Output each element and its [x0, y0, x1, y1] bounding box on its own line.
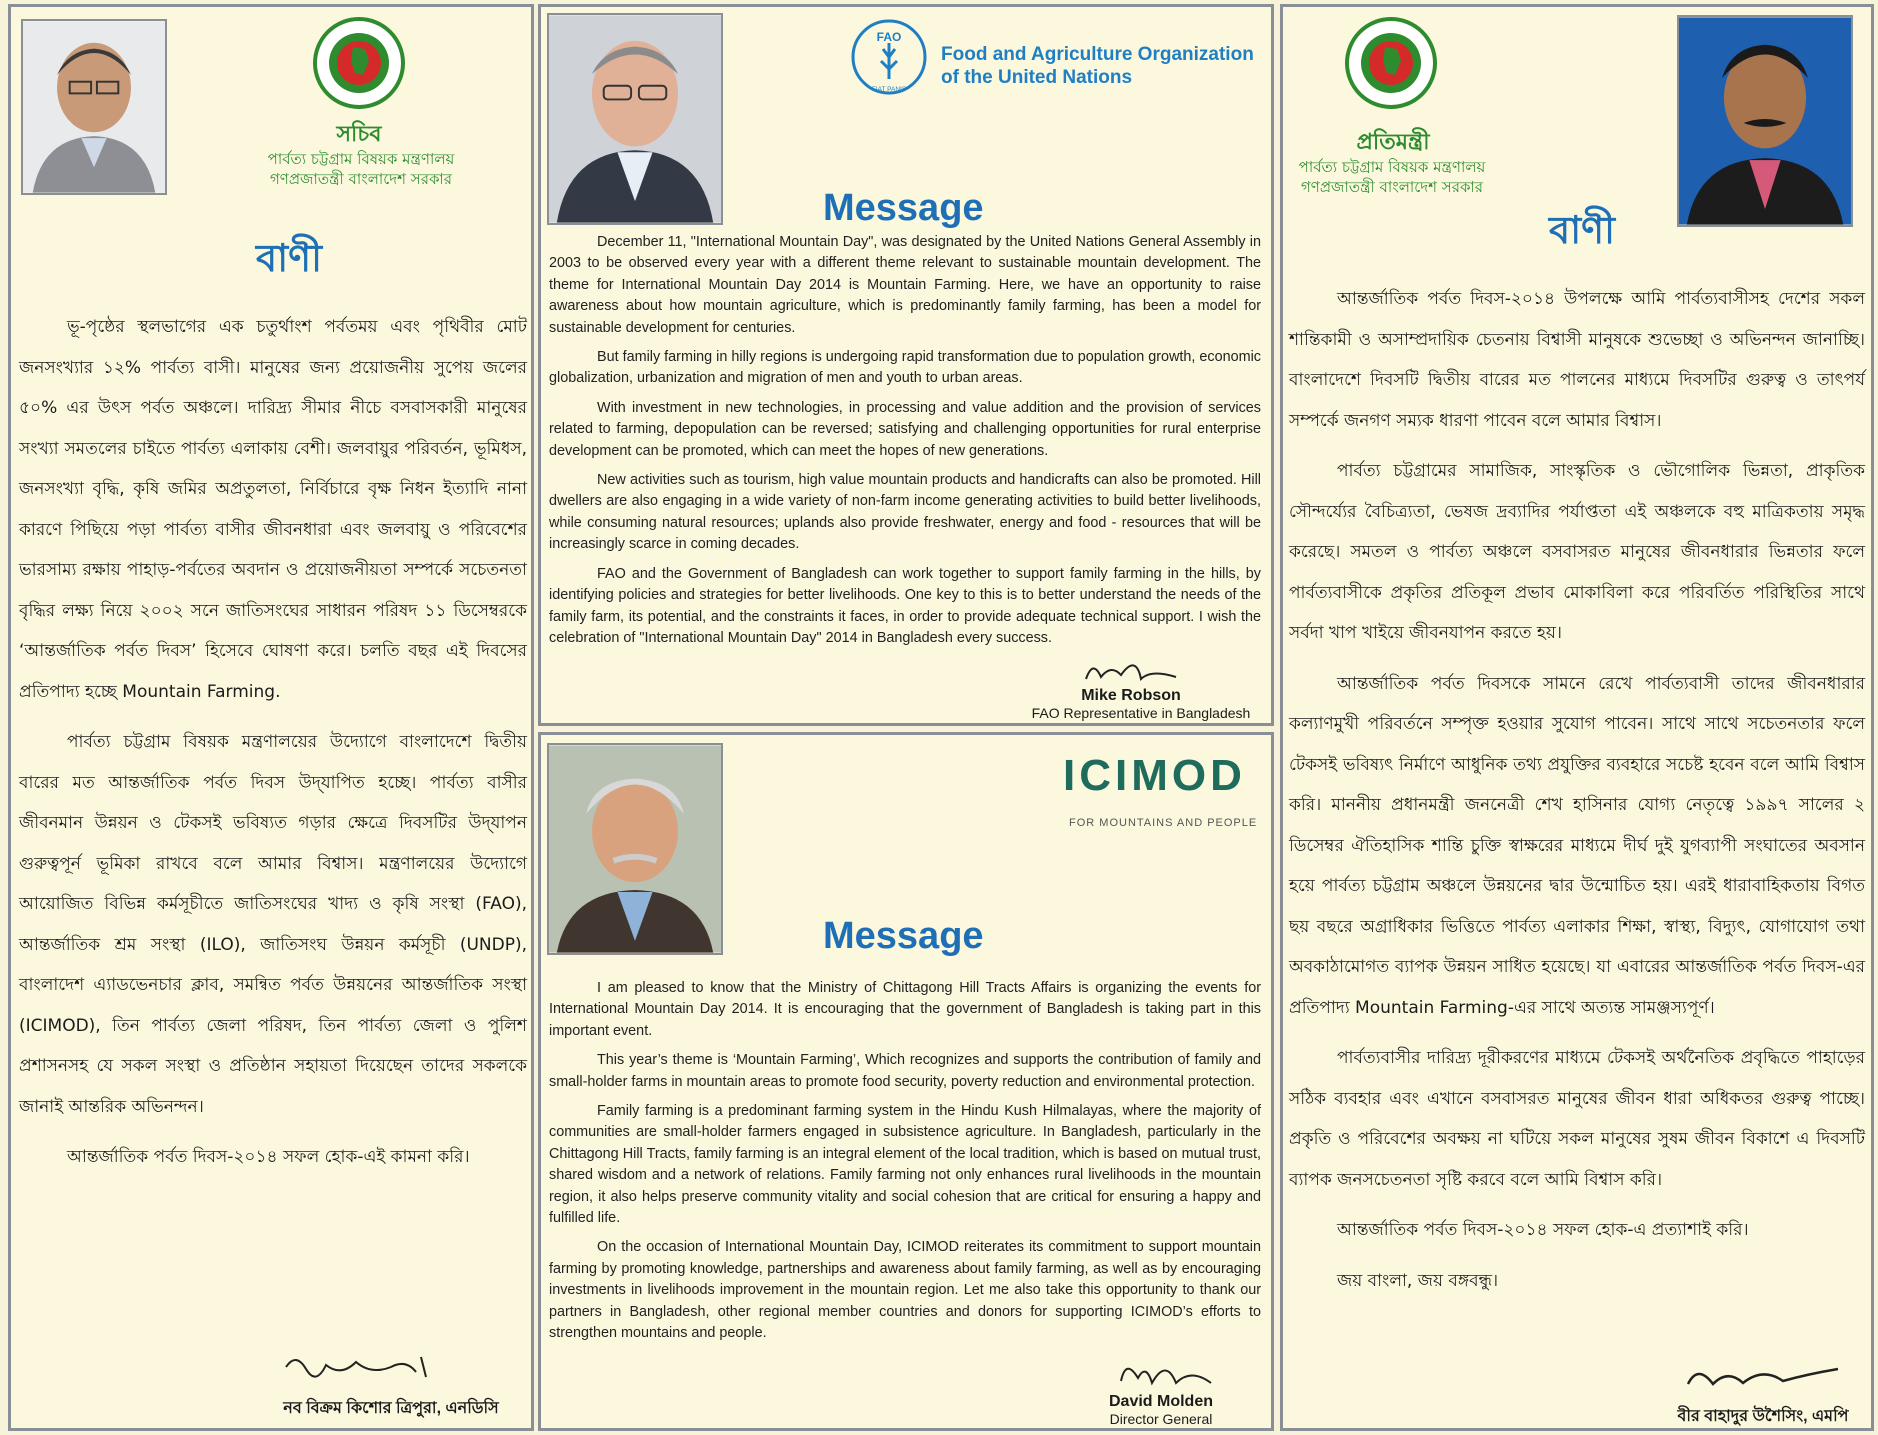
- fao-logo-text: FAO: [876, 30, 902, 44]
- message-heading: বাণী: [256, 236, 323, 280]
- person-portrait-icon: [549, 15, 721, 223]
- ministry-name: [1287, 157, 1497, 197]
- paragraph: পার্বত্য চট্টগ্রাম বিষয়ক মন্ত্রণালয়ের উদ্যোগে বাংলাদেশে দ্বিতীয় বারের মত আন্তর্জাতিক পর্বত দিবস উদ্‌যাপিত হচ্ছে। পার্বত্য বাসীর জীবনমান উন্নয়ন ও টেকসই ভবিষ্যত গড়ার ক্ষেত্রে দিবসটির উদ্‌যাপন গুরুত্বপূর্ন ভূমিকা রাখবে বলে আমার বিশ্বাস। মন্ত্রণালয়ের উদ্যোগে আয়োজিত বিভিন্ন কর্মসূচীতে জাতিসংঘের খাদ্য ও কৃষি সংস্থা (FAO), আন্তর্জাতিক শ্রম সংস্থা (ILO), জাতিসংঘ উন্নয়ন কর্মসূচী (UNDP), বাংলাদেশ এ্যাডভেনচার ক্লাব, সমন্বিত পর্বত উন্নয়নের আন্তর্জাতিক সংস্থা (ICIMOD), তিন পার্বত্য জেলা পরিষদ, তিন পার্বত্য জেলা ও পুলিশ প্রশাসনসহ যে সকল সংস্থা ও প্রতিষ্ঠান সহায়তা দিয়েছেন তাদের সকলকে জানাই আন্তরিক অভিনন্দন।: [19, 732, 527, 1117]
- state-minister-message-body: [1289, 279, 1865, 1311]
- paragraph: With investment in new technologies, in processing and value addition and the provision of services related to farming, depopulation can be reversed; satisfying and challenging opportunities for rural enterprise development can be promoted, which can meet the hopes of new generations.: [549, 399, 1261, 459]
- person-portrait-icon: [549, 745, 721, 953]
- fao-logo-icon: [849, 17, 929, 97]
- paragraph: Family farming is a predominant farming system in the Hindu Kush Hilmalayas, where the majority of communities are small-holder farmers engaged in subsistence agriculture. In Bangladesh, particularly in the Chittagong Hill Tracts, family farming is an integral element of the local tradition, which is based on mutual trust, shared wisdom and a network of relations. Family farming not only enhances rural livelihoods in the mountain region, it also helps preserve community vitality and social cohesion that are critical for ensuring a happy and fulfilled life.: [549, 1103, 1261, 1227]
- signature-mark: [1081, 649, 1181, 689]
- government-seal-icon: [1345, 17, 1437, 109]
- fao-name-line-1: Food and Agriculture Organization: [941, 44, 1254, 65]
- icimod-logo: ICIMOD: [1063, 751, 1246, 800]
- ministry-line-2: গণপ্রজাতন্ত্রী বাংলাদেশ সরকার: [269, 170, 453, 188]
- secretary-role-title: সচিব: [336, 122, 382, 147]
- person-portrait-icon: [1679, 17, 1851, 225]
- paragraph: আন্তর্জাতিক পর্বত দিবস-২০১৪ উপলক্ষে আমি পার্বত্যবাসীসহ দেশের সকল শান্তিকামী ও অসাম্প্রদায়িক চেতনায় বিশ্বাসী মানুষকে শুভেচ্ছা ও অভিনন্দন জানাচ্ছি। বাংলাদেশে দিবসটি দ্বিতীয় বারের মত পালনের মাধ্যমে দিবসটির গুরুত্ব ও তাৎপর্য সম্পর্কে জনগণ সম্যক ধারণা পাবেন বলে আমার বিশ্বাস।: [1289, 289, 1865, 431]
- state-minister-name: বীর বাহাদুর উশৈসিং, এমপি: [1677, 1408, 1849, 1425]
- fao-logo-motto: FIAT PANIS: [871, 86, 907, 93]
- message-heading: Message: [823, 187, 984, 229]
- fao-organization-name: [941, 43, 1271, 89]
- paragraph: আন্তর্জাতিক পর্বত দিবসকে সামনে রেখে পার্বত্যবাসী তাদের জীবনধারার কল্যাণমুখী পরিবর্তনে সম্পৃক্ত হওয়ার সুযোগ পাবেন। সাথে সাথে সচেতনতার ফলে টেকসই ভবিষ্যৎ নির্মাণে আধুনিক তথ্য প্রযুক্তির ব্যবহারে সচেষ্ট হবেন বলে আমি বিশ্বাস করি। মাননীয় প্রধানমন্ত্রী জননেত্রী শেখ হাসিনার যোগ্য নেতৃত্বে ১৯৯৭ সালের ২ ডিসেম্বর ঐতিহাসিক শান্তি চুক্তি স্বাক্ষরের মাধ্যমে দীর্ঘ দুই যুগব্যাপী সংঘাতের অবসান হয়ে পার্বত্য চট্টগ্রাম অঞ্চলে উন্নয়নের দ্বার উন্মোচিত হয়। এরই ধারাবাহিকতায় বিগত ছয় বছরে অগ্রাধিকার ভিত্তিতে পার্বত্য এলাকার শিক্ষা, স্বাস্থ্য, বিদ্যুৎ, যোগাযোগ তথা অবকাঠামোগত ব্যাপক উন্নয়ন সাধিত হয়েছে। যা এবারের আন্তর্জাতিক পর্বত দিবস-এর প্রতিপাদ্য Mountain Farming-এর সাথে অত্যন্ত সামঞ্জস্যপূর্ণ।: [1289, 673, 1865, 1018]
- signature-mark: [1116, 1353, 1216, 1393]
- fao-message-panel: [538, 4, 1274, 726]
- message-heading: Message: [823, 915, 984, 957]
- fao-message-body: [549, 232, 1261, 657]
- paragraph: ভূ-পৃষ্ঠের স্থলভাগের এক চতুর্থাংশ পর্বতময় এবং পৃথিবীর মোট জনসংখ্যার ১২% পার্বত্য বাসী। মানুষের জন্য প্রয়োজনীয় সুপেয় জলের ৫০% এর উৎস পর্বত অঞ্চলে। দারিদ্র্য সীমার নীচে বসবাসকারী মানুষের সংখ্যা সমতলের চাইতে পার্বত্য এলাকায় বেশী। জলবায়ুর পরিবর্তন, ভূমিধস, জনসংখ্যা বৃদ্ধি, কৃষি জমির অপ্রতুলতা, নির্বিচারে বৃক্ষ নিধন ইত্যাদি নানা কারণে পিছিয়ে পড়া পার্বত্য বাসীর জীবনধারা এবং জলবায়ু ও পরিবেশের ভারসাম্য রক্ষায় পাহাড়-পর্বতের অবদান ও প্রয়োজনীয়তা সম্পর্কে সচেতনতা বৃদ্ধির লক্ষ্য নিয়ে ২০০২ সনে জাতিসংঘের সাধারন পরিষদ ১১ ডিসেম্বরকে ‘আন্তর্জাতিক পর্বত দিবস’ হিসেবে ঘোষণা করে। চলতি বছর এই দিবসের প্রতিপাদ্য হচ্ছে Mountain Farming.: [19, 317, 527, 702]
- fao-signatory-name: Mike Robson: [1081, 687, 1181, 704]
- message-heading: বাণী: [1549, 208, 1616, 252]
- state-minister-role-title: প্রতিমন্ত্রী: [1356, 130, 1430, 155]
- fao-name-line-2: of the United Nations: [941, 67, 1133, 88]
- paragraph: December 11, "International Mountain Day", was designated by the United Nations General Assembly in 2003 to be observed every year with a different theme relevant to sustainable mountain development. The theme for International Mountain Day 2014 is Mountain Farming. Here, we have an opportunity to raise awareness about how mountain agriculture, which is predominantly family farming, has been a model for sustainable development for centuries.: [549, 234, 1261, 336]
- secretary-photo: [21, 19, 167, 195]
- icimod-signatory-title: Director General: [1109, 1411, 1213, 1427]
- paragraph: আন্তর্জাতিক পর্বত দিবস-২০১৪ সফল হোক-এই কামনা করি।: [67, 1147, 470, 1167]
- paragraph: আন্তর্জাতিক পর্বত দিবস-২০১৪ সফল হোক-এ প্রত্যাশাই করি।: [1337, 1220, 1749, 1240]
- government-seal-icon: [313, 17, 405, 109]
- paragraph: FAO and the Government of Bangladesh can work together to support family farming in the hills, by identifying policies and strategies for better livelihoods. One key to this is to better understand the needs of the family farm, its potential, and the constraints it faces, in order to provide adequate technical support. I wish the celebration of "International Mountain Day" 2014 in Bangladesh every success.: [549, 565, 1261, 646]
- ministry-line-1: পার্বত্য চট্টগ্রাম বিষয়ক মন্ত্রণালয়: [267, 150, 455, 168]
- icimod-signatory-name: David Molden: [1108, 1393, 1213, 1410]
- paragraph: New activities such as tourism, high value mountain products and handicrafts can also be promoted. Hill dwellers are also engaging in a wide variety of non-farm income generating activities to build better livelihoods, while consuming natural resources; uplands also provide freshwater, energy and food - resources that will be increasingly scarce in coming decades.: [549, 472, 1261, 553]
- ministry-line-2: গণপ্রজাতন্ত্রী বাংলাদেশ সরকার: [1300, 178, 1484, 196]
- paragraph: পার্বত্য চট্টগ্রামের সামাজিক, সাংস্কৃতিক ও ভৌগোলিক ভিন্নতা, প্রাকৃতিক সৌন্দর্য্যের বৈচিত্র্যতা, ভেষজ দ্রব্যাদির পর্যাপ্ততা এই অঞ্চলকে বহু মাত্রিকতায় সমৃদ্ধ করেছে। সমতল ও পার্বত্য অঞ্চলে বসবাসরত মানুষের জীবনধারার ভিন্নতার ফলে পার্বত্যবাসীকে প্রকৃতির প্রতিকূল প্রভাব মোকাবিলা করে পরিবর্তিত পরিস্থিতির সাথে সর্বদা খাপ খাইয়ে জীবনযাপন করতে হয়।: [1289, 461, 1865, 643]
- fao-signatory-title: FAO Representative in Bangladesh: [1031, 705, 1251, 721]
- ministry-name: [261, 149, 461, 189]
- signature-mark: [1683, 1359, 1843, 1399]
- paragraph: পার্বত্যবাসীর দারিদ্র্য দূরীকরণের মাধ্যমে টেকসই অর্থনৈতিক প্রবৃদ্ধিতে পাহাড়ের সঠিক ব্যবহার এবং এখানে বসবাসরত মানুষের জীবন ধারা অধিকতর গুরুত্ব পাচ্ছে। প্রকৃতি ও পরিবেশের অবক্ষয় না ঘটিয়ে সকল মানুষের সুষম জীবন বিকাশে এ দিবসটি ব্যাপক জনসচেতনতা সৃষ্টি করবে বলে আমি বিশ্বাস করি।: [1289, 1048, 1865, 1190]
- paragraph: But family farming in hilly regions is undergoing rapid transformation due to population growth, economic globalization, urbanization and migration of men and youth to urban areas.: [549, 349, 1261, 387]
- paragraph: I am pleased to know that the Ministry of Chittagong Hill Tracts Affairs is organizing the events for International Mountain Day 2014. It is encouraging that the government of Bangladesh is taking part in this important event.: [549, 980, 1261, 1039]
- fao-representative-photo: [547, 13, 723, 225]
- state-minister-photo: [1677, 15, 1853, 227]
- paragraph: জয় বাংলা, জয় বঙ্গবন্ধু।: [1337, 1270, 1499, 1291]
- secretary-name: নব বিক্রম কিশোর ত্রিপুরা, এনডিসি: [283, 1400, 499, 1417]
- icimod-tagline: FOR MOUNTAINS AND PEOPLE: [1069, 817, 1258, 829]
- secretary-message-body: [19, 307, 527, 1188]
- ministry-line-1: পার্বত্য চট্টগ্রাম বিষয়ক মন্ত্রণালয়: [1298, 158, 1486, 176]
- icimod-director-photo: [547, 743, 723, 955]
- icimod-message-body: [549, 978, 1261, 1353]
- signature-mark: [281, 1347, 441, 1387]
- paragraph: This year’s theme is ‘Mountain Farming’, Which recognizes and supports the contribution of family and small-holder farms in mountain areas to promote food security, poverty reduction and environmental protection.: [549, 1052, 1261, 1090]
- person-portrait-icon: [23, 21, 165, 193]
- paragraph: On the occasion of International Mountain Day, ICIMOD reiterates its commitment to support mountain farming by promoting knowledge, partnerships and awareness about family farming, as well as by encouraging investments in livelihoods improvement in the mountain region. Let me also take this opportunity to thank our partners in Bangladesh, other regional member countries and donors for supporting ICIMOD’s efforts to strengthen mountains and people.: [549, 1239, 1261, 1342]
- state-minister-message-panel: [1280, 4, 1874, 1431]
- icimod-message-panel: [538, 732, 1274, 1431]
- secretary-message-panel: [8, 4, 534, 1431]
